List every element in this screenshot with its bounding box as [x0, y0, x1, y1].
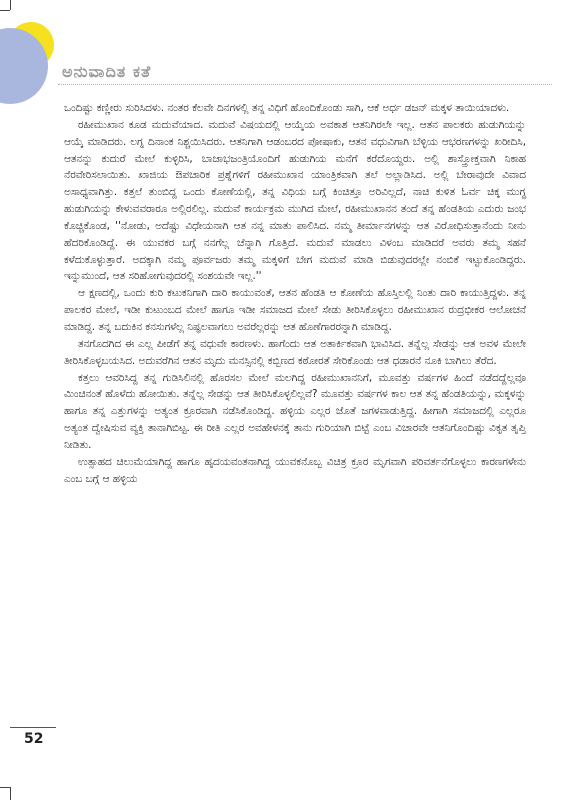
paragraph: ಒಂದಿಷ್ಟು ಕಣ್ಣೀರು ಸುರಿಸಿದಳು. ನಂತರ ಕೆಲವೇ ದಿನಗಳಲ್ಲಿ ತನ್ನ ವಿಧಿಗೆ ಹೊಂದಿಕೊಂಡು ಸಾಗಿ, ಆಕೆ ಅರ್ಧ ಡಜನ್ ಮಕ್ಕಳ ತಾಯಿಯಾದಳು.	[64, 102, 510, 114]
crop-mark-bottom-left-horizontal	[0, 787, 10, 788]
page-number: 52	[24, 731, 44, 747]
article-body	[64, 100, 526, 487]
paragraph: ರಹೀಮುಖಾನ ಕೂಡ ಮದುವೆಯಾದ. ಮದುವೆ ವಿಷಯದಲ್ಲಿ ಆಯ್ಕೆಯ ಅವಕಾಶ ಆತನಿಗಿರಲೇ ಇಲ್ಲ. ಆತನ ಪಾಲಕರು ಹುಡುಗಿಯನ್ನು ಆಯ್ಕೆ ಮಾಡಿದರು. ಲಗ್ನ ದಿನಾಂಕ ನಿಶ್ಚಯಿಸಿದರು. ಆತನಿಗಾಗಿ ಆಡಂಬರದ ಪೋಷಾಕು, ಆತನ ವಧುವಿಗಾಗಿ ಬೆಳ್ಳಿಯ ಆಭರಣಗಳನ್ನು ಖರೀದಿಸಿ, ಆತನನ್ನು ಕುದುರೆ ಮೇಲೆ ಕುಳ್ಳಿರಿಸಿ, ಬಾಜಾಭಜಂತ್ರಿಯೊಂದಿಗೆ ಹುಡುಗಿಯ ಮನೆಗೆ ಕರೆದೊಯ್ದರು. ಅಲ್ಲಿ ಶಾಸ್ತ್ರೋಕ್ತವಾಗಿ ನಿಕಾಹ ನೆರವೇರಿಸಲಾಯಿತು. ಖಾಜಿಯ ಔಪಚಾರಿಕ ಪ್ರಶ್ನೆಗಳಿಗೆ ರಹೀಮುಖಾನ ಯಾಂತ್ರಿಕವಾಗಿ ತಲೆ ಅಲ್ಲಾಡಿಸಿದ. ಅಲ್ಲಿ ಬೇರಾವುದೇ ವಿವಾದ ಅಸಾಧ್ಯವಾಗಿತ್ತು. ಕತ್ತಲೆ ತುಂಬಿದ್ದ ಒಂದು ಕೋಣೆಯಲ್ಲಿ, ತನ್ನ ವಿಧಿಯ ಬಗ್ಗೆ ಕಿಂಚಿತ್ತೂ ಅರಿವಿಲ್ಲದೆ, ನಾಚಿ ಕುಳಿತ ಓರ್ವ ಚಿಕ್ಕ ಮುಗ್ಧ ಹುಡುಗಿಯನ್ನು ಕೇಳುವವರಾರೂ ಅಲ್ಲಿರಲಿಲ್ಲ. ಮದುವೆ ಕಾರ್ಯಕ್ರಮ ಮುಗಿದ ಮೇಲೆ, ರಹೀಮುಖಾನನ ತಂದೆ ತನ್ನ ಹೆಂಡತಿಯ ಎದುರು ಜಂಭ ಕೊಚ್ಚಿಕೊಂಡ, ''ನೋಡು, ಅದೆಷ್ಟು ವಿಧೇಯನಾಗಿ ಆತ ನನ್ನ ಮಾತು ಪಾಲಿಸಿದ. ನಮ್ಮ ತೀರ್ಮಾನಗಳನ್ನು ಆತ ವಿರೋಧಿಸುತ್ತಾನೆಂದು ನೀನು ಹೆದರಿಕೊಂಡಿದ್ದೆ. ಈ ಯುವಕರ ಬಗ್ಗೆ ನನಗೆಲ್ಲ ಚೆನ್ನಾಗಿ ಗೊತ್ತಿದೆ. ಮದುವೆ ಮಾಡಲು ವಿಳಂಬ ಮಾಡಿದರೆ ಅವರು ತಮ್ಮ ಸಹನೆ ಕಳೆದುಕೊಳ್ಳುತ್ತಾರೆ. ಅದಕ್ಕಾಗಿ ನಮ್ಮ ಪೂರ್ವಜರು ತಮ್ಮ ಮಕ್ಕಳಿಗೆ ಬೇಗ ಮದುವೆ ಮಾಡಿ ಬಿಡುವುದರಲ್ಲೇ ನಂಬಿಕೆ ಇಟ್ಟುಕೊಂಡಿದ್ದರು. ಇನ್ನುಮುಂದೆ, ಆತ ಸರಿಹೋಗುವುದರಲ್ಲಿ ಸಂಶಯವೇ ಇಲ್ಲ.''	[64, 118, 526, 283]
paragraph: ಕತ್ತಲು ಆವರಿಸಿದ್ದ ತನ್ನ ಗುಡಿಸಿಲಿನಲ್ಲಿ ಹೊರಸಲ ಮೇಲೆ ಮಲಗಿದ್ದ ರಹೀಮುಖಾನನಿಗೆ, ಮೂವತ್ತು ವರ್ಷಗಳ ಹಿಂದೆ ನಡೆದದ್ದೆಲ್ಲವೂ ಮಿಂಚಿನಂತೆ ಹೊಳೆದು ಹೋಯಿತು. ತನ್ನೆಲ್ಲ ಸೇಡನ್ನು ಆತ ತೀರಿಸಿಕೊಳ್ಳಲಿಲ್ಲವೆ? ಮೂವತ್ತು ವರ್ಷಗಳ ಕಾಲ ಆತ ತನ್ನ ಹೆಂಡತಿಯನ್ನು, ಮಕ್ಕಳನ್ನು ಹಾಗೂ ತನ್ನ ಎತ್ತುಗಳನ್ನು ಅತ್ಯಂತ ಕ್ರೂರವಾಗಿ ನಡೆಸಿಕೊಂಡಿದ್ದ. ಹಳ್ಳಿಯ ಎಲ್ಲರ ಜೊತೆ ಜಗಳವಾಡುತ್ತಿದ್ದ. ಹೀಗಾಗಿ ಸಮಾಜದಲ್ಲಿ ಎಲ್ಲರೂ ಅತ್ಯಂತ ದ್ವೇಷಿಸುವ ವ್ಯಕ್ತಿ ತಾನಾಗಿಬಿಟ್ಟ. ಈ ರೀತಿ ಎಲ್ಲರ ಅವಹೇಳನಕ್ಕೆ ತಾನು ಗುರಿಯಾಗಿ ಬಿಟ್ಟೆ ಎಂಬ ವಿಚಾರವೇ ಆತನಿಗೊಂದಿಷ್ಟು ವಿಕೃತ ತೃಪ್ತಿ ನೀಡಿತು.	[64, 371, 526, 451]
crop-mark-bottom-left-vertical	[10, 787, 11, 800]
footer-divider	[10, 727, 56, 728]
paragraph: ಆ ಕ್ಷಣದಲ್ಲಿ, ಒಂದು ಕುರಿ ಕಟುಕನಿಗಾಗಿ ದಾರಿ ಕಾಯುವಂತೆ, ಆತನ ಹೆಂಡತಿ ಆ ಕೋಣೆಯ ಹೊಸ್ತಿಲಲ್ಲಿ ನಿಂತು ದಾರಿ ಕಾಯುತ್ತಿದ್ದಳು. ತನ್ನ ಪಾಲಕರ ಮೇಲೆ, ಇಡೀ ಕುಟುಂಬದ ಮೇಲೆ ಹಾಗೂ ಇಡೀ ಸಮಾಜದ ಮೇಲೆ ಸೇಡು ತೀರಿಸಿಕೊಳ್ಳಲು ರಹೀಮುಖಾನ ರುದ್ರಭೀಕರ ಆಲೋಚನೆ ಮಾಡಿದ್ದ. ತನ್ನ ಬದುಕಿನ ಕನಸುಗಳೆಲ್ಲ ನಿಷ್ಫಲವಾಗಲು ಅವರೆಲ್ಲರನ್ನು ಆತ ಹೊಣೆಗಾರರನ್ನಾಗಿ ಮಾಡಿದ್ದ.	[64, 287, 526, 333]
paragraph: ತನಗೊದಗಿದ ಈ ಎಲ್ಲ ಪೀಡೆಗೆ ತನ್ನ ವಧುವೇ ಕಾರಣಳು. ಹಾಗೆಂದು ಆತ ಅತಾರ್ಕಿಕವಾಗಿ ಭಾವಿಸಿದ. ತನ್ನೆಲ್ಲ ಸೇಡನ್ನು ಆತ ಅವಳ ಮೇಲೇ ತೀರಿಸಿಕೊಳ್ಳಬಯಸಿದ. ಅದುವರೆಗಿನ ಆತನ ಮೃದು ಮನಸ್ಸಿನಲ್ಲಿ ಕಬ್ಬಿಣದ ಕಠೋರತೆ ಸೇರಿಕೊಂಡು ಆತ ಧಡಾರನೆ ನೂಕಿ ಬಾಗಿಲು ತೆರೆದ.	[64, 337, 526, 367]
section-title: ಅನುವಾದಿತ ಕತೆ	[62, 62, 152, 81]
decorative-circles	[0, 0, 120, 110]
paragraph: ಉತ್ಸಾಹದ ಚಿಲುಮೆಯಾಗಿದ್ದ ಹಾಗೂ ಹೃದಯವಂತನಾಗಿದ್ದ ಯುವಕನೊಬ್ಬ ವಿಚಿತ್ರ ಕ್ರೂರ ಮೃಗವಾಗಿ ಪರಿವರ್ತನೆಗೊಳ್ಳಲು ಕಾರಣಗಳೇನು ಎಂಬ ಬಗ್ಗೆ ಆ ಹಳ್ಳಿಯ	[64, 455, 526, 485]
header-divider	[58, 84, 552, 85]
